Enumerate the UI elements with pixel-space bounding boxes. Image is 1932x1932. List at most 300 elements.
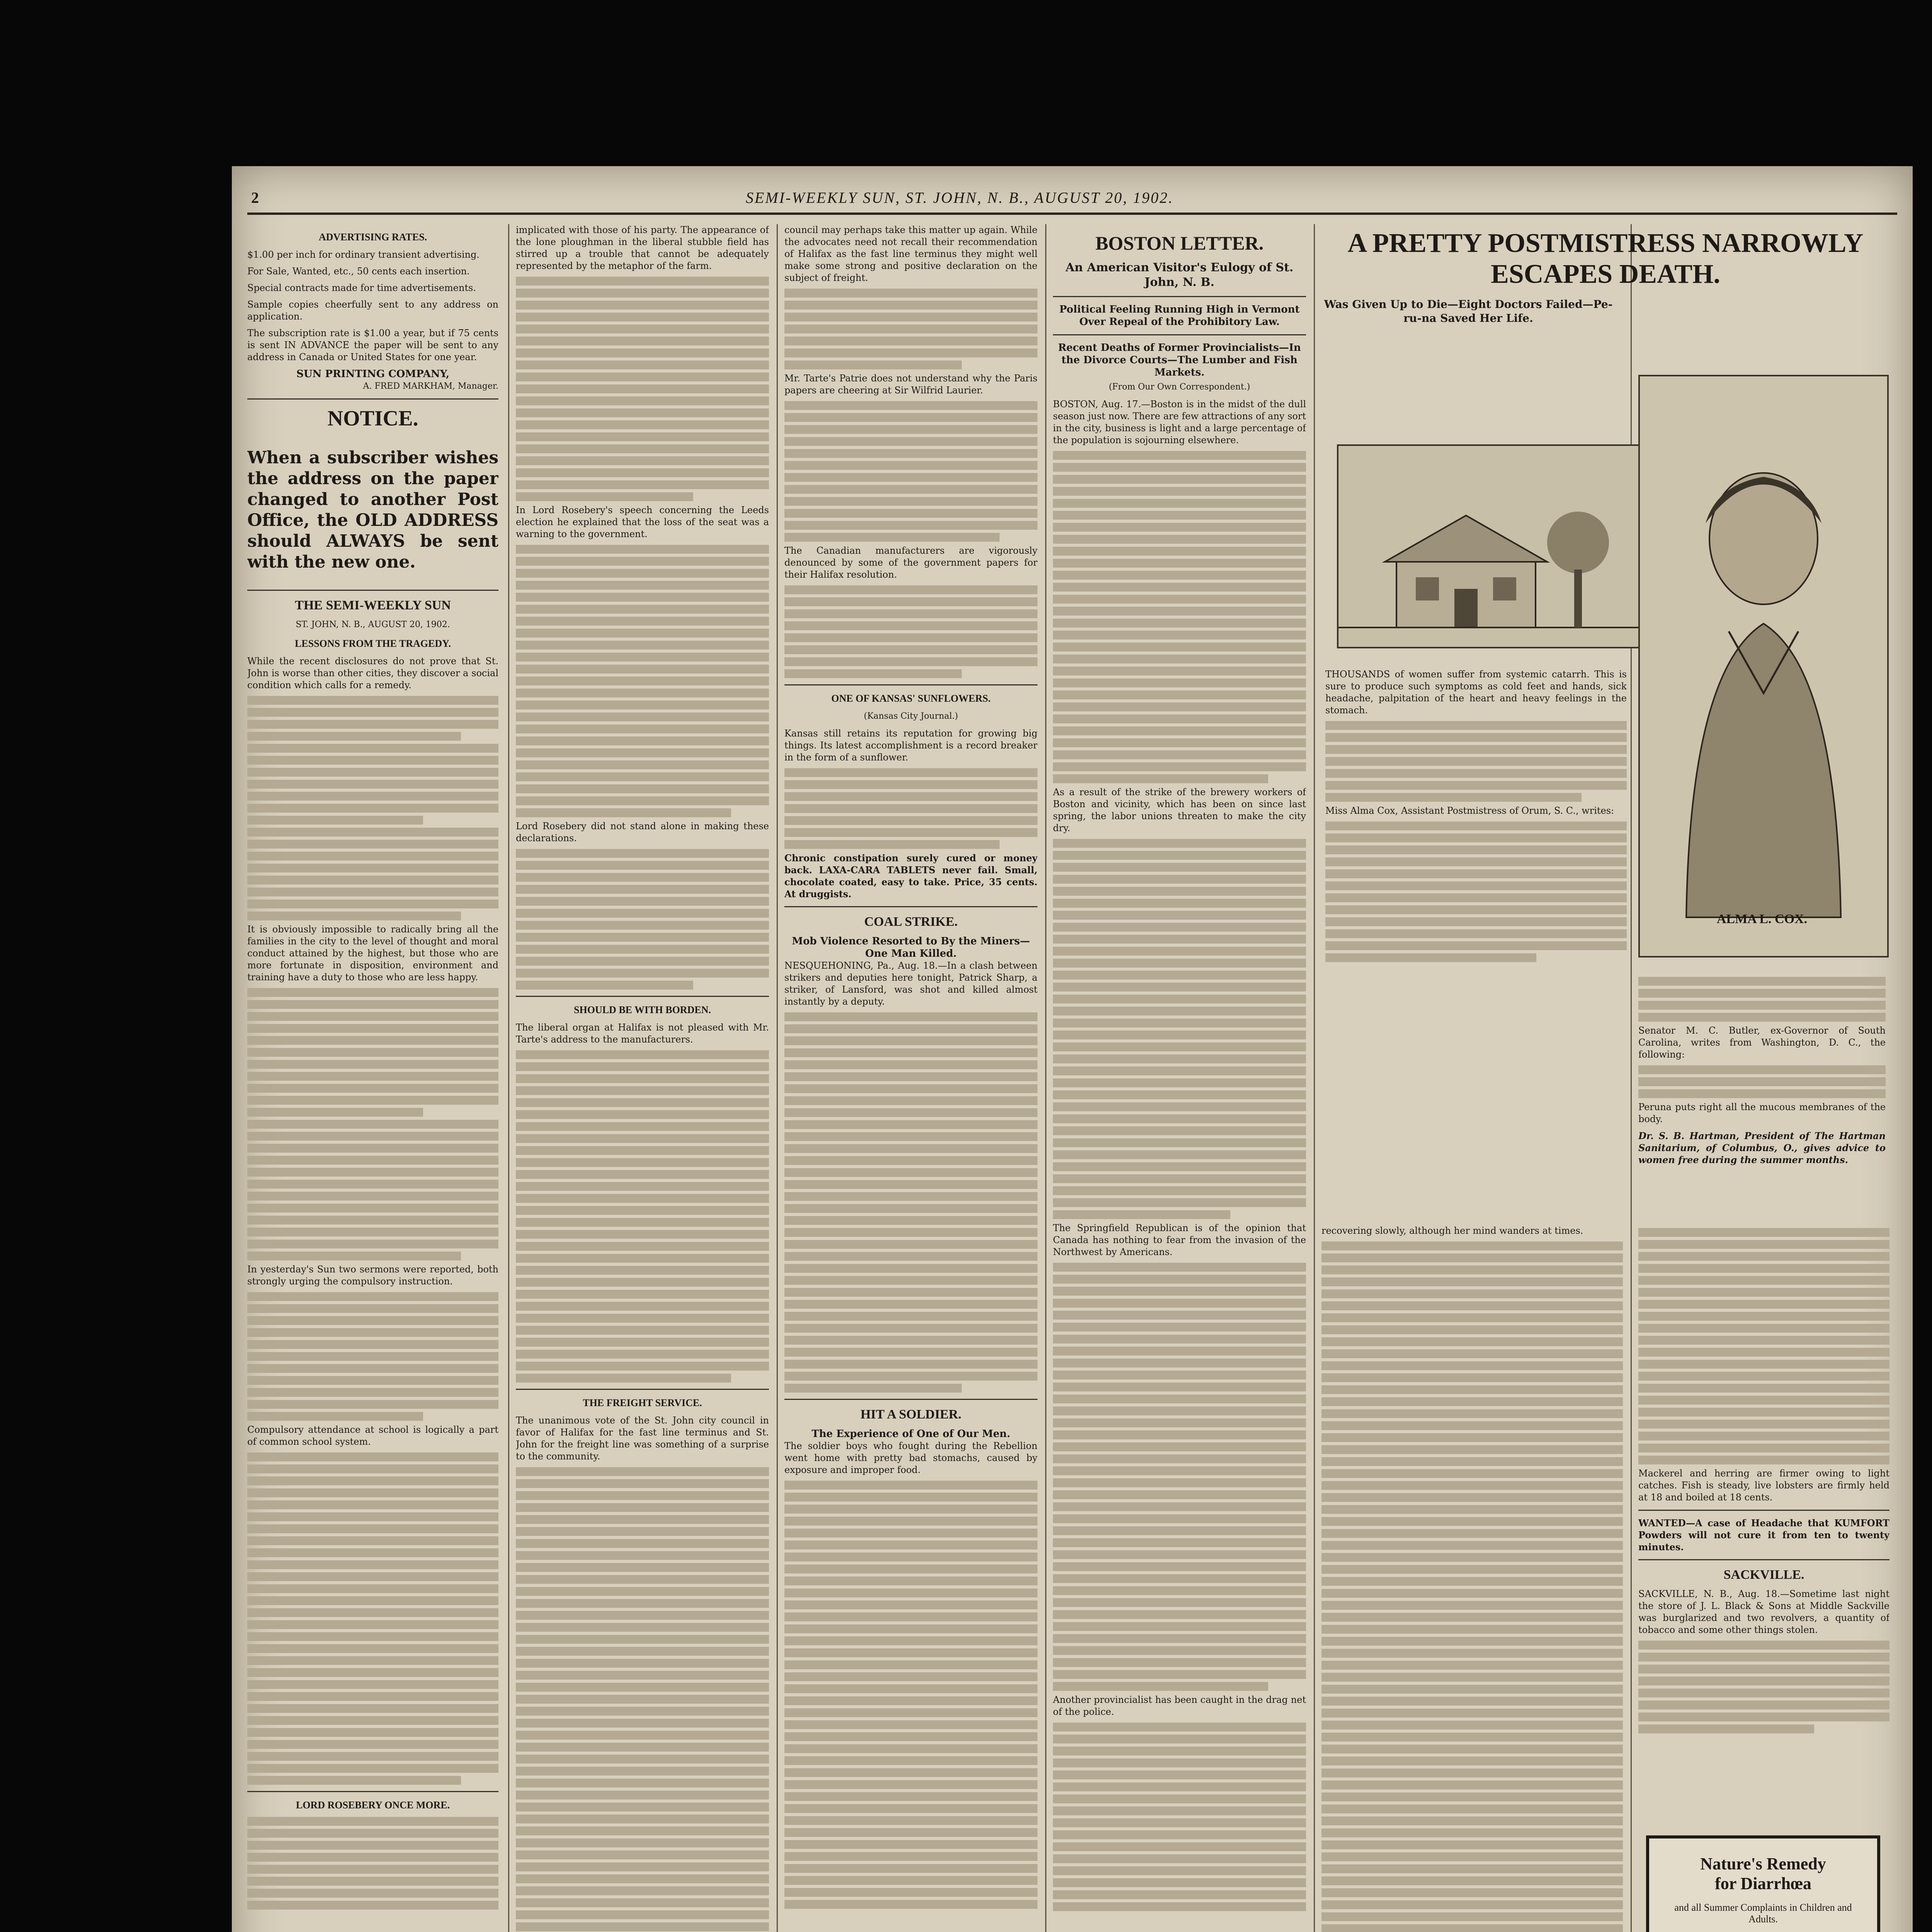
text-line-placeholder [1325, 769, 1627, 778]
text-line-placeholder [516, 1338, 769, 1347]
text-line-placeholder [1325, 941, 1627, 950]
editorial-paragraph: Compulsory attendance at school is logically a part of common school system. [247, 1424, 498, 1447]
text-line-placeholder [1053, 1526, 1306, 1535]
text-line-placeholder [1053, 1610, 1306, 1619]
text-line-placeholder [1053, 451, 1306, 460]
text-line-placeholder [1053, 511, 1306, 520]
text-line-placeholder [1321, 1289, 1623, 1298]
text-line-placeholder [516, 301, 769, 310]
text-line-placeholder [516, 653, 769, 662]
text-line-placeholder [1321, 1445, 1623, 1454]
text-line-placeholder [1053, 1574, 1306, 1583]
text-line-placeholder [516, 313, 769, 321]
text-line-placeholder [784, 1684, 1037, 1693]
text-line-placeholder [1325, 953, 1536, 962]
column-1 [247, 224, 498, 1932]
paper-name: THE SEMI-WEEKLY SUN [295, 598, 451, 612]
text-line-placeholder [1321, 1409, 1623, 1418]
text-line-placeholder [1053, 1658, 1306, 1667]
text-line-placeholder [1321, 1733, 1623, 1742]
text-line-placeholder [784, 1180, 1037, 1189]
text-line-placeholder [516, 545, 769, 554]
column-2 [516, 224, 769, 1932]
text-line-placeholder [784, 1216, 1037, 1225]
text-line-placeholder [1325, 821, 1627, 830]
text-line-placeholder [247, 1716, 498, 1725]
sackville-heading: SACKVILLE. [1723, 1568, 1804, 1582]
text-line-placeholder [1053, 1782, 1306, 1791]
text-line-placeholder [1053, 1550, 1306, 1559]
text-line-placeholder [247, 828, 498, 837]
editorial-dateline: ST. JOHN, N. B., AUGUST 20, 1902. [296, 620, 450, 629]
text-line-placeholder [1053, 595, 1306, 604]
text-line-placeholder [1053, 738, 1306, 747]
text-line-placeholder [1053, 1770, 1306, 1779]
text-line-placeholder [1321, 1457, 1623, 1466]
text-line-placeholder [1321, 1313, 1623, 1322]
text-line-placeholder [1321, 1649, 1623, 1658]
text-line-placeholder [247, 1304, 498, 1313]
text-line-placeholder [784, 780, 1037, 789]
text-line-placeholder [784, 1384, 962, 1393]
text-line-placeholder [1325, 929, 1627, 938]
text-line-placeholder [1321, 1828, 1623, 1837]
divider [1053, 334, 1306, 335]
divider [784, 906, 1037, 907]
text-line-placeholder [1321, 1253, 1623, 1262]
text-line-placeholder [516, 361, 769, 369]
text-line-placeholder [784, 533, 1000, 542]
text-line-placeholder [516, 1838, 769, 1847]
text-line-placeholder [1053, 1007, 1306, 1015]
text-line-placeholder [516, 885, 769, 894]
publisher: SUN PRINTING COMPANY, [296, 368, 449, 380]
text-line-placeholder [516, 1110, 769, 1119]
text-line-placeholder [1053, 971, 1306, 980]
text-line-placeholder [247, 1572, 498, 1581]
text-line-placeholder [1321, 1301, 1623, 1310]
text-line-placeholder [247, 1036, 498, 1045]
text-line-placeholder [516, 1551, 769, 1560]
text-line-placeholder [247, 1476, 498, 1485]
text-line-placeholder [784, 792, 1037, 801]
text-line-placeholder [516, 432, 769, 441]
text-line-placeholder [1053, 762, 1306, 771]
borden-paragraph: The liberal organ at Halifax is not pleased with Mr. Tarte's address to the manufacturers. [516, 1022, 769, 1045]
text-line-placeholder [784, 1288, 1037, 1297]
text-line-placeholder [1325, 793, 1582, 802]
text-line-placeholder [516, 1122, 769, 1131]
text-line-placeholder [516, 569, 769, 578]
editorial-paragraph: It is obviously impossible to radically bring all the families in the city to the level of thought and moral conduct attained by the highest, but those who are more fortunate in disposition, environment and training have a duty to those who are less happy. [247, 924, 498, 983]
text-line-placeholder [784, 1048, 1037, 1057]
text-line-placeholder [516, 325, 769, 333]
text-line-placeholder [516, 1194, 769, 1203]
text-line-placeholder [247, 708, 498, 717]
boston-paragraph: As a result of the strike of the brewery workers of Boston and vicinity, which has been on since last spring, the labor unions threaten to make the city dry. [1053, 787, 1306, 833]
text-line-placeholder [516, 1707, 769, 1716]
text-line-placeholder [516, 1779, 769, 1787]
text-line-placeholder [784, 1888, 1037, 1897]
text-line-placeholder [1053, 1210, 1230, 1219]
text-line-placeholder [1325, 833, 1627, 842]
text-line-placeholder [1053, 726, 1306, 735]
text-line-placeholder [1321, 1793, 1623, 1801]
text-line-placeholder [1053, 1670, 1306, 1679]
text-line-placeholder [1638, 1701, 1889, 1709]
text-line-placeholder [247, 888, 498, 896]
text-line-placeholder [1325, 781, 1627, 790]
council-paragraph: The Canadian manufacturers are vigorously denounced by some of the government papers for their Halifax resolution. [784, 545, 1037, 580]
text-line-placeholder [784, 804, 1037, 813]
text-line-placeholder [1053, 1890, 1306, 1899]
text-line-placeholder [1053, 1311, 1306, 1320]
text-line-placeholder [1053, 1371, 1306, 1379]
text-line-placeholder [784, 1660, 1037, 1669]
text-line-placeholder [784, 1744, 1037, 1753]
text-line-placeholder [1053, 1054, 1306, 1063]
text-line-placeholder [516, 1635, 769, 1644]
text-line-placeholder [247, 1512, 498, 1521]
text-line-placeholder [1638, 1228, 1889, 1237]
text-line-placeholder [1325, 845, 1627, 854]
text-line-placeholder [1638, 1713, 1889, 1721]
text-line-placeholder [1053, 1198, 1306, 1207]
text-line-placeholder [1053, 1466, 1306, 1475]
text-line-placeholder [516, 1898, 769, 1907]
text-line-placeholder [1638, 1725, 1814, 1733]
divider [516, 996, 769, 997]
editorial-paragraph: While the recent disclosures do not prove that St. John is worse than other cities, they discover a social condition which calls for a remedy. [247, 656, 498, 690]
text-line-placeholder [1638, 1384, 1889, 1393]
text-line-placeholder [1053, 875, 1306, 884]
text-line-placeholder [516, 1206, 769, 1215]
text-line-placeholder [1321, 1385, 1623, 1394]
text-line-placeholder [247, 1680, 498, 1689]
text-line-placeholder [784, 1084, 1037, 1093]
text-line-placeholder [1053, 1723, 1306, 1731]
text-line-placeholder [516, 581, 769, 590]
text-line-placeholder [1053, 643, 1306, 651]
text-line-placeholder [247, 732, 461, 741]
text-line-placeholder [1638, 1276, 1889, 1285]
text-line-placeholder [516, 1563, 769, 1572]
text-line-placeholder [784, 1553, 1037, 1561]
text-line-placeholder [1053, 655, 1306, 663]
text-line-placeholder [1053, 1514, 1306, 1523]
text-line-placeholder [247, 1620, 498, 1629]
text-line-placeholder [247, 1560, 498, 1569]
text-line-placeholder [516, 1539, 769, 1548]
text-line-placeholder [516, 1491, 769, 1500]
text-line-placeholder [1053, 1019, 1306, 1027]
text-line-placeholder [516, 408, 769, 417]
text-line-placeholder [247, 696, 498, 705]
text-line-placeholder [516, 933, 769, 942]
text-line-placeholder [784, 1612, 1037, 1621]
text-line-placeholder [516, 1182, 769, 1191]
column-rule [777, 224, 778, 1932]
text-line-placeholder [247, 1240, 498, 1248]
text-line-placeholder [1053, 1395, 1306, 1403]
text-line-placeholder [247, 1388, 498, 1397]
text-line-placeholder [1053, 1490, 1306, 1499]
text-line-placeholder [1638, 1240, 1889, 1249]
text-line-placeholder [247, 1644, 498, 1653]
text-line-placeholder [1053, 607, 1306, 616]
text-line-placeholder [784, 1517, 1037, 1526]
text-line-placeholder [1321, 1637, 1623, 1646]
text-line-placeholder [247, 912, 461, 920]
text-line-placeholder [1638, 1665, 1889, 1673]
text-line-placeholder [1325, 893, 1627, 902]
text-line-placeholder [784, 1336, 1037, 1345]
text-line-placeholder [247, 1500, 498, 1509]
text-line-placeholder [1053, 631, 1306, 639]
text-line-placeholder [516, 1158, 769, 1167]
text-line-placeholder [784, 1636, 1037, 1645]
text-line-placeholder [784, 509, 1037, 518]
text-line-placeholder [516, 713, 769, 721]
divider [1638, 1559, 1889, 1560]
text-line-placeholder [516, 861, 769, 870]
text-line-placeholder [516, 873, 769, 882]
text-line-placeholder [1053, 1114, 1306, 1123]
text-line-placeholder [247, 1012, 498, 1021]
boston-paragraph: The Springfield Republican is of the opinion that Canada has nothing to fear from the invasion of the Northwest by Americans. [1053, 1223, 1306, 1257]
text-line-placeholder [1321, 1781, 1623, 1789]
text-line-placeholder [1053, 487, 1306, 496]
text-line-placeholder [1321, 1373, 1623, 1382]
text-line-placeholder [784, 1120, 1037, 1129]
text-line-placeholder [784, 1108, 1037, 1117]
text-line-placeholder [1321, 1433, 1623, 1442]
text-line-placeholder [1325, 869, 1627, 878]
text-line-placeholder [516, 1146, 769, 1155]
text-line-placeholder [247, 1328, 498, 1337]
text-line-placeholder [247, 1156, 498, 1165]
text-line-placeholder [1321, 1769, 1623, 1777]
text-line-placeholder [1053, 1735, 1306, 1743]
text-line-placeholder [784, 349, 1037, 357]
text-line-placeholder [1053, 679, 1306, 687]
text-line-placeholder [1053, 1150, 1306, 1159]
text-line-placeholder [1053, 1066, 1306, 1075]
postmistress-paragraph: Peruna puts right all the mucous membranes of the body. [1638, 1102, 1886, 1124]
text-line-placeholder [516, 1467, 769, 1476]
text-line-placeholder [247, 900, 498, 908]
text-line-placeholder [516, 1314, 769, 1323]
text-line-placeholder [1053, 839, 1306, 848]
sunflower-source: (Kansas City Journal.) [864, 711, 958, 721]
text-line-placeholder [247, 756, 498, 765]
text-line-placeholder [516, 396, 769, 405]
text-line-placeholder [247, 1376, 498, 1385]
text-line-placeholder [1053, 535, 1306, 544]
text-line-placeholder [516, 1611, 769, 1620]
text-line-placeholder [516, 724, 769, 733]
text-line-placeholder [247, 1292, 498, 1301]
text-line-placeholder [1321, 1361, 1623, 1370]
text-line-placeholder [784, 1168, 1037, 1177]
text-line-placeholder [1638, 1456, 1889, 1464]
text-line-placeholder [1638, 1360, 1889, 1369]
text-line-placeholder [247, 1400, 498, 1409]
text-line-placeholder [516, 277, 769, 286]
text-line-placeholder [1321, 1349, 1623, 1358]
text-line-placeholder [1053, 1759, 1306, 1767]
text-line-placeholder [1321, 1565, 1623, 1574]
text-line-placeholder [247, 1216, 498, 1225]
text-line-placeholder [784, 1481, 1037, 1490]
text-line-placeholder [247, 720, 498, 729]
column-6-lower [1638, 1225, 1889, 1828]
portrait-frame [1638, 375, 1889, 957]
text-line-placeholder [784, 609, 1037, 618]
text-line-placeholder [784, 1132, 1037, 1141]
postmistress-text [1325, 668, 1627, 1094]
text-line-placeholder [516, 665, 769, 673]
text-line-placeholder [516, 945, 769, 954]
text-line-placeholder [1053, 1634, 1306, 1643]
divider [1638, 1510, 1889, 1511]
text-line-placeholder [247, 1108, 423, 1117]
boston-subhead: Recent Deaths of Former Provincialists—In the Divorce Courts—The Lumber and Fish Markets. [1058, 342, 1301, 378]
postmistress-paragraph: THOUSANDS of women suffer from systemic catarrh. This is sure to produce such symptoms as cold feet and hands, sick headache, palpitation of the heart and heavy feelings in the stomach. [1325, 669, 1627, 716]
text-line-placeholder [516, 677, 769, 685]
text-line-placeholder [784, 473, 1037, 482]
manager: A. FRED MARKHAM, Manager. [363, 381, 498, 391]
text-line-placeholder [1053, 1186, 1306, 1195]
column-5-lower [1321, 1225, 1623, 1932]
text-line-placeholder [1638, 1677, 1889, 1685]
text-line-placeholder [516, 1922, 769, 1931]
text-line-placeholder [516, 748, 769, 757]
text-line-placeholder [247, 1228, 498, 1236]
text-line-placeholder [784, 1565, 1037, 1573]
boston-heading: BOSTON LETTER. [1095, 232, 1264, 254]
text-line-placeholder [1053, 1406, 1306, 1415]
text-line-placeholder [1053, 1323, 1306, 1332]
text-line-placeholder [247, 1596, 498, 1605]
text-line-placeholder [1321, 1697, 1623, 1706]
text-line-placeholder [516, 289, 769, 298]
text-line-placeholder [247, 1776, 461, 1785]
boston-subhead: An American Visitor's Eulogy of St. John, N. B. [1065, 261, 1294, 289]
text-line-placeholder [1053, 583, 1306, 592]
text-line-placeholder [1053, 851, 1306, 860]
text-line-placeholder [784, 1036, 1037, 1045]
text-line-placeholder [1053, 923, 1306, 932]
text-line-placeholder [1053, 619, 1306, 628]
text-line-placeholder [516, 784, 769, 793]
text-line-placeholder [784, 1852, 1037, 1861]
text-line-placeholder [516, 617, 769, 626]
text-line-placeholder [1325, 917, 1627, 926]
text-line-placeholder [784, 1864, 1037, 1873]
text-line-placeholder [247, 1488, 498, 1497]
text-line-placeholder [784, 1804, 1037, 1813]
text-line-placeholder [516, 605, 769, 614]
text-line-placeholder [1053, 1287, 1306, 1296]
text-line-placeholder [516, 1695, 769, 1704]
market-paragraph: recovering slowly, although her mind wanders at times. [1321, 1225, 1583, 1236]
text-line-placeholder [1053, 899, 1306, 908]
text-line-placeholder [784, 669, 962, 678]
text-line-placeholder [1638, 1089, 1886, 1098]
text-line-placeholder [516, 444, 769, 453]
kumfort-ad: WANTED—A case of Headache that KUMFORT Powders will not cure it from ten to twenty minutes. [1638, 1517, 1889, 1553]
text-line-placeholder [784, 485, 1037, 494]
text-line-placeholder [1053, 475, 1306, 484]
text-line-placeholder [1053, 774, 1268, 783]
ad-rate-line: For Sale, Wanted, etc., 50 cents each insertion. [247, 266, 470, 277]
text-line-placeholder [1053, 499, 1306, 508]
text-line-placeholder [247, 1204, 498, 1213]
ad-rate-line: The subscription rate is $1.00 a year, but if 75 cents is sent IN ADVANCE the paper will be sent to any address in Canada or United States for one year. [247, 328, 498, 362]
text-line-placeholder [247, 1340, 498, 1349]
text-line-placeholder [784, 1012, 1037, 1021]
text-line-placeholder [247, 864, 498, 872]
text-line-placeholder [1053, 1347, 1306, 1355]
divider [784, 684, 1037, 685]
text-line-placeholder [1053, 1442, 1306, 1451]
text-line-placeholder [247, 1704, 498, 1713]
council-paragraph: Mr. Tarte's Patrie does not understand why the Paris papers are cheering at Sir Wilfrid Laurier. [784, 373, 1037, 396]
text-line-placeholder [247, 840, 498, 849]
text-line-placeholder [516, 1050, 769, 1059]
text-line-placeholder [1321, 1816, 1623, 1825]
text-line-placeholder [784, 437, 1037, 446]
freight-paragraph: The unanimous vote of the St. John city council in favor of Halifax for the fast line terminus and St. John for the freight line was something of a surprise to the community. [516, 1415, 769, 1462]
text-line-placeholder [784, 828, 1037, 837]
text-line-placeholder [247, 1024, 498, 1033]
text-line-placeholder [784, 1228, 1037, 1237]
text-line-placeholder [784, 1816, 1037, 1825]
text-line-placeholder [516, 1791, 769, 1799]
text-line-placeholder [784, 1876, 1037, 1885]
text-line-placeholder [247, 1889, 498, 1898]
text-line-placeholder [516, 1170, 769, 1179]
text-line-placeholder [784, 1840, 1037, 1849]
text-line-placeholder [784, 1792, 1037, 1801]
text-line-placeholder [247, 1692, 498, 1701]
text-line-placeholder [516, 1230, 769, 1239]
coal-strike-subhead: Mob Violence Resorted to By the Miners—One Man Killed. [792, 935, 1030, 959]
text-line-placeholder [784, 1541, 1037, 1549]
coal-strike-paragraph: NESQUEHONING, Pa., Aug. 18.—In a clash between strikers and deputies here tonight, Patrick Sharp, a striker, of Lansford, was shot and killed almost instantly by a deputy. [784, 960, 1037, 1007]
text-line-placeholder [516, 1254, 769, 1263]
text-line-placeholder [1053, 667, 1306, 675]
text-line-placeholder [247, 1464, 498, 1473]
masthead-title: SEMI-WEEKLY SUN, ST. JOHN, N. B., AUGUST 20, 1902. [746, 189, 1174, 206]
divider [1053, 296, 1306, 297]
text-line-placeholder [247, 1168, 498, 1177]
text-line-placeholder [247, 816, 423, 825]
text-line-placeholder [1321, 1864, 1623, 1873]
text-line-placeholder [1053, 983, 1306, 992]
text-line-placeholder [1638, 1641, 1889, 1650]
text-line-placeholder [1638, 1300, 1889, 1309]
text-line-placeholder [1321, 1553, 1623, 1562]
freight-heading: THE FREIGHT SERVICE. [583, 1397, 702, 1408]
text-line-placeholder [1638, 1312, 1889, 1321]
boston-subhead: Political Feeling Running High in Vermont Over Repeal of the Prohibitory Law. [1059, 304, 1300, 328]
text-line-placeholder [784, 425, 1037, 434]
text-line-placeholder [516, 760, 769, 769]
text-line-placeholder [247, 1180, 498, 1189]
text-line-placeholder [1638, 977, 1886, 986]
